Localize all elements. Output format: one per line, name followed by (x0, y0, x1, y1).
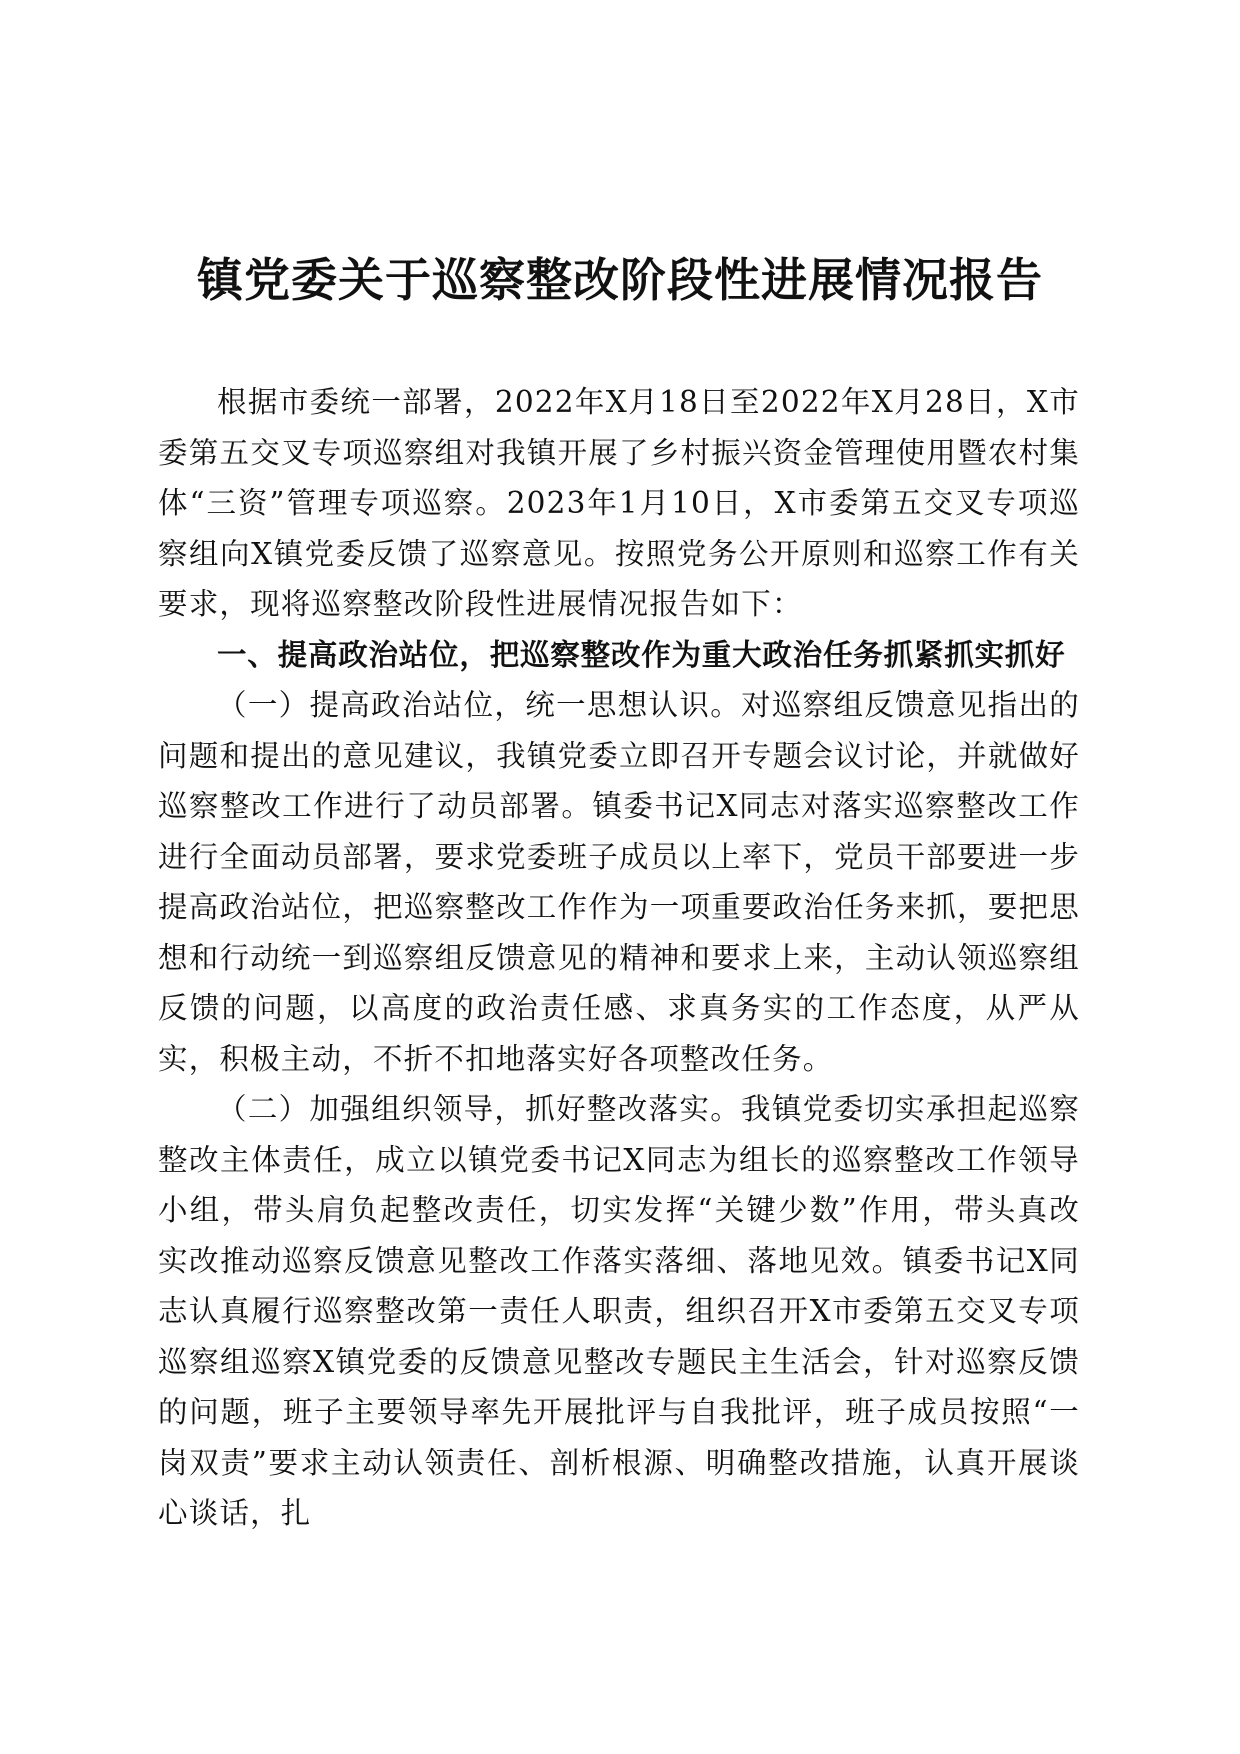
subsection-paragraph-2: （二）加强组织领导，抓好整改落实。我镇党委切实承担起巡察整改主体责任，成立以镇党委书记X同志为组长的巡察整改工作领导小组，带头肩负起整改责任，切实发挥“关键少数”作用，带头真改实改推动巡察反馈意见整改工作落实落细、落地见效。镇委书记X同志认真履行巡察整改第一责任人职责，组织召开X市委第五交叉专项巡察组巡察X镇党委的反馈意见整改专题民主生活会，针对巡察反馈的问题，班子主要领导率先开展批评与自我批评，班子成员按照“一岗双责”要求主动认领责任、剖析根源、明确整改措施，认真开展谈心谈话，扎 (158, 1092, 1080, 1530)
subsection-paragraph-1: （一）提高政治站位，统一思想认识。对巡察组反馈意见指出的问题和提出的意见建议，我镇党委立即召开专题会议讨论，并就做好巡察整改工作进行了动员部署。镇委书记X同志对落实巡察整改工作进行全面动员部署，要求党委班子成员以上率下，党员干部要进一步提高政治站位，把巡察整改工作作为一项重要政治任务来抓，要把思想和行动统一到巡察组反馈意见的精神和要求上来，主动认领巡察组反馈的问题，以高度的政治责任感、求真务实的工作态度，从严从实，积极主动，不折不扣地落实好各项整改任务。 (158, 688, 1080, 1076)
intro-paragraph: 根据市委统一部署，2022年X月18日至2022年X月28日，X市委第五交叉专项巡察组对我镇开展了乡村振兴资金管理使用暨农村集体“三资”管理专项巡察。2023年1月10日，X市委第五交叉专项巡察组向X镇党委反馈了巡察意见。按照党务公开原则和巡察工作有关要求，现将巡察整改阶段性进展情况报告如下： (158, 385, 1080, 621)
document-title: 镇党委关于巡察整改阶段性进展情况报告 (197, 253, 1043, 307)
section-heading-1: 一、提高政治站位，把巡察整改作为重大政治任务抓紧抓实抓好 (217, 637, 1066, 672)
document-body (158, 377, 1080, 1539)
